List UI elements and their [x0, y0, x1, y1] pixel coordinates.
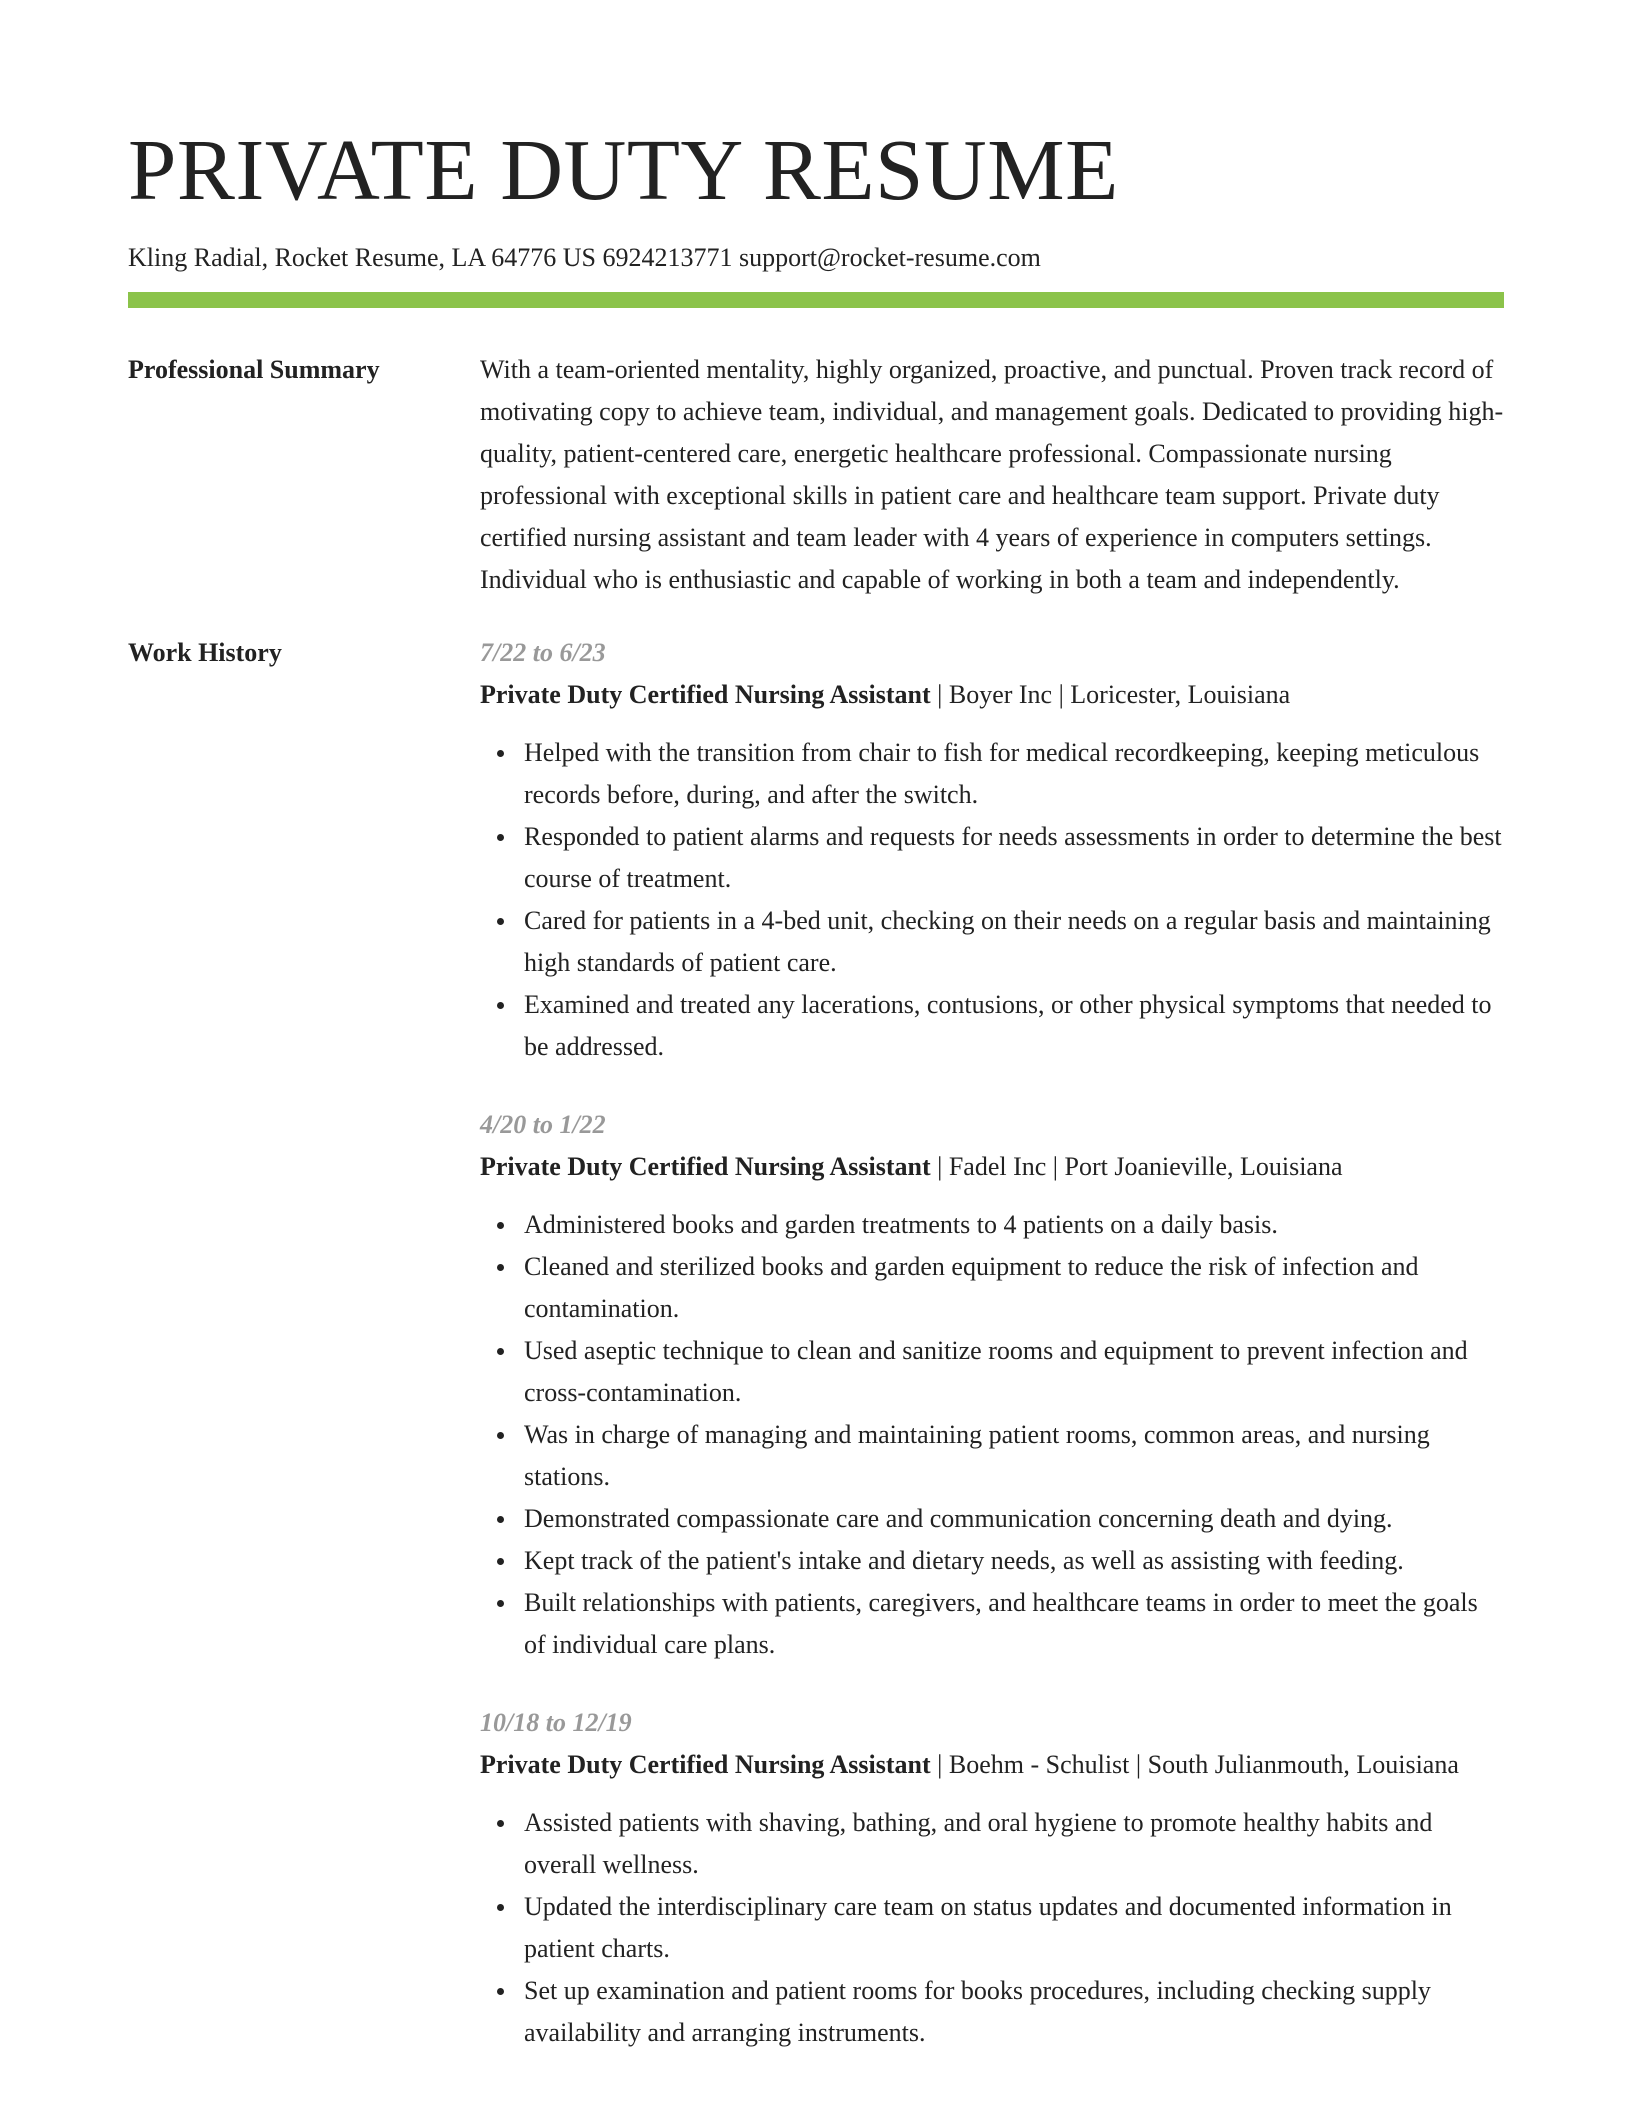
job-dates: 10/18 to 12/19 — [480, 1708, 632, 1737]
job-duties-list — [480, 1204, 1504, 1666]
job-dates: 7/22 to 6/23 — [480, 638, 606, 667]
job-entry — [480, 1104, 1504, 1666]
job-title: Private Duty Certified Nursing Assistant — [480, 1750, 931, 1779]
accent-divider — [128, 292, 1504, 308]
professional-summary-text: With a team-oriented mentality, highly organized, proactive, and punctual. Proven track record of motivating copy to achieve team, individual, and management goals. Dedicated to providing high-quality, patient-centered care, energetic healthcare professional. Compassionate nursing professional with exceptional skills in patient care and healthcare team support. Private duty certified nursing assistant and team leader with 4 years of experience in computers settings. Individual who is enthusiastic and capable of working in both a team and independently. — [480, 355, 1504, 594]
professional-summary-section — [128, 349, 1504, 601]
job-title: Private Duty Certified Nursing Assistant — [480, 1152, 931, 1181]
job-duty-item: Updated the interdisciplinary care team on status updates and documented information in patient charts. — [524, 1886, 1504, 1970]
job-entry — [480, 1702, 1504, 2054]
job-duty-item: Cleaned and sterilized books and garden equipment to reduce the risk of infection and contamination. — [524, 1246, 1504, 1330]
work-history-section — [128, 632, 1504, 2090]
job-heading — [480, 674, 1504, 716]
job-title: Private Duty Certified Nursing Assistant — [480, 680, 931, 709]
job-duty-item: Kept track of the patient's intake and dietary needs, as well as assisting with feeding. — [524, 1540, 1504, 1582]
job-duties-list — [480, 1802, 1504, 2054]
job-duty-item: Demonstrated compassionate care and communication concerning death and dying. — [524, 1498, 1504, 1540]
professional-summary-body — [480, 349, 1504, 601]
resume-page — [128, 0, 1504, 2090]
job-duty-item: Responded to patient alarms and requests for needs assessments in order to determine the best course of treatment. — [524, 816, 1504, 900]
section-label-professional-summary: Professional Summary — [128, 355, 380, 384]
resume-title: PRIVATE DUTY RESUME — [128, 121, 1119, 218]
job-duty-item: Assisted patients with shaving, bathing, and oral hygiene to promote healthy habits and overall wellness. — [524, 1802, 1504, 1886]
job-employer-location: | Boyer Inc | Loricester, Louisiana — [930, 680, 1291, 709]
job-duty-item: Built relationships with patients, caregivers, and healthcare teams in order to meet the goals of individual care plans. — [524, 1582, 1504, 1666]
job-heading — [480, 1744, 1504, 1786]
section-label-work-history: Work History — [128, 638, 282, 667]
job-heading — [480, 1146, 1504, 1188]
work-history-body — [480, 632, 1504, 2090]
job-duty-item: Helped with the transition from chair to fish for medical recordkeeping, keeping meticulous records before, during, and after the switch. — [524, 732, 1504, 816]
job-duty-item: Cared for patients in a 4-bed unit, checking on their needs on a regular basis and maintaining high standards of patient care. — [524, 900, 1504, 984]
contact-info: Kling Radial, Rocket Resume, LA 64776 US 6924213771 support@rocket-resume.com — [128, 243, 1041, 272]
job-entry — [480, 632, 1504, 1068]
job-dates: 4/20 to 1/22 — [480, 1110, 606, 1139]
job-employer-location: | Fadel Inc | Port Joanieville, Louisiana — [930, 1152, 1343, 1181]
job-duty-item: Set up examination and patient rooms for books procedures, including checking supply availability and arranging instruments. — [524, 1970, 1504, 2054]
job-employer-location: | Boehm - Schulist | South Julianmouth, Louisiana — [930, 1750, 1459, 1779]
job-duty-item: Was in charge of managing and maintaining patient rooms, common areas, and nursing stations. — [524, 1414, 1504, 1498]
job-duty-item: Examined and treated any lacerations, contusions, or other physical symptoms that needed to be addressed. — [524, 984, 1504, 1068]
job-duty-item: Administered books and garden treatments to 4 patients on a daily basis. — [524, 1204, 1504, 1246]
job-duty-item: Used aseptic technique to clean and sanitize rooms and equipment to prevent infection and cross-contamination. — [524, 1330, 1504, 1414]
job-duties-list — [480, 732, 1504, 1068]
